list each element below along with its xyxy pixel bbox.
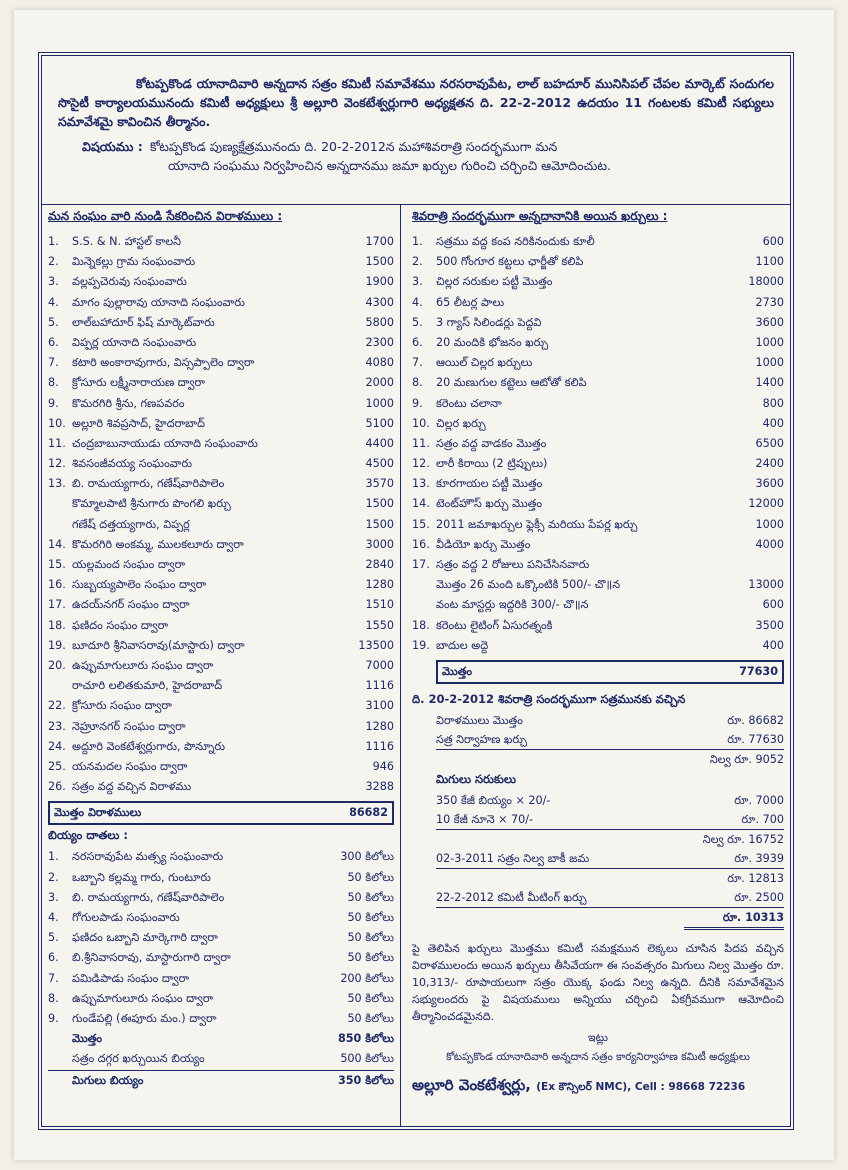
- subject-label: విషయము :: [82, 139, 143, 154]
- expense-number: 10.: [412, 416, 430, 430]
- summary-meeting-value: రూ. 2500: [734, 891, 784, 905]
- donation-text: ఫణిదం సంఘం ద్వారా: [72, 618, 169, 632]
- expense-amount: 1100: [755, 255, 784, 269]
- rice-number: 4.: [48, 911, 59, 924]
- summary-income-value: రూ. 86682: [727, 714, 784, 728]
- expenses-list: [412, 232, 784, 656]
- expense-row: [412, 353, 784, 373]
- donation-row: [48, 373, 394, 393]
- expense-amount: 3500: [755, 618, 784, 632]
- rice-amount: 50 కిలోలు: [347, 1011, 394, 1025]
- donations-title: మన సంఘం వారి నుండి సేకరించిన విరాళములు :: [48, 209, 283, 223]
- donation-text: విప్పర్ల యానాది సంఘంవారు: [72, 335, 197, 349]
- expenses-title: శివరాత్రి సందర్భముగా అన్నదానానికి అయిన ఖర్చులు :: [412, 209, 668, 223]
- rice-row: [48, 1009, 394, 1029]
- donation-row: [48, 414, 394, 434]
- rice-row: [48, 868, 394, 888]
- donation-amount: 1500: [365, 517, 394, 531]
- expense-text: ఆయిల్ చిల్లర ఖర్చులు: [436, 356, 533, 370]
- summary-income-label: విరాళములు మొత్తం: [436, 714, 523, 728]
- donation-number: 12.: [48, 457, 66, 471]
- donation-text: శివసంజీవయ్య సంఘంవారు: [72, 457, 192, 471]
- rice-amount: 50 కిలోలు: [347, 951, 394, 965]
- rice-balance-row: [48, 1070, 394, 1091]
- rice-row: [48, 969, 394, 989]
- rice-number: 8.: [48, 991, 59, 1005]
- expense-number: 16.: [412, 537, 430, 551]
- expense-text: 20 మణుగుల కట్టెలు ఆటోతో కలిపి: [436, 376, 587, 390]
- rice-text: గుండేపల్లి (ఈపూరు మం.) ద్వారా: [72, 1011, 217, 1025]
- resolution-header: కోటప్పకొండ యానాదివారి అన్నదాన సత్రం కమిటీ సమావేశము నరసరావుపేట, లాల్ బహదూర్ మునిసిపల్ చేపల మార్కెట్ సందుగల సొసైటీ కార్యాలయమునందు కమిటీ అధ్యక్షులు శ్రీ అల్లూరి వెంకటేశ్వర్లుగారి అధ్యక్షతన ది. 22-2-2012 ఉదయం 11 గంటలకు కమిటీ సభ్యులు సమావేశమై కావించిన తీర్మానం.: [58, 76, 774, 129]
- rice-total-value: 850 కిలోలు: [337, 1032, 394, 1046]
- expense-text: 65 లీటర్ల పాలు: [436, 295, 505, 309]
- document-sheet: [14, 10, 834, 1160]
- donations-total-label: మొత్తం విరాళములు: [54, 806, 142, 820]
- donation-amount: 1500: [365, 255, 394, 269]
- donation-amount: 946: [372, 759, 394, 773]
- donation-row: [48, 494, 394, 514]
- expense-text: బాదుల అద్దె: [436, 638, 489, 652]
- donation-text: గణేష్ దత్తయ్యగారు, విప్పర్ల: [72, 517, 190, 531]
- rice-row: [48, 989, 394, 1009]
- donation-amount: 3288: [365, 780, 394, 794]
- expense-number: 1.: [412, 235, 423, 248]
- expense-text: వీడియో ఖర్చు మొత్తం: [436, 537, 531, 551]
- donation-amount: 2840: [365, 558, 394, 571]
- leftover-text: 10 కేజీ నూనె × 70/-: [436, 813, 534, 827]
- expenses-total-value: 77630: [739, 664, 778, 678]
- donation-number: 20.: [48, 658, 66, 672]
- donation-amount: 3000: [365, 537, 394, 551]
- summary-net-row: [436, 750, 784, 769]
- donation-amount: 13500: [358, 638, 394, 652]
- left-column: [48, 205, 394, 1091]
- donation-number: 3.: [48, 275, 59, 289]
- expense-row: [412, 293, 784, 313]
- donations-total-value: 86682: [349, 806, 388, 820]
- expense-number: 8.: [412, 376, 423, 390]
- document-frame: [38, 52, 794, 1130]
- summary-after-prev-row: [436, 869, 784, 888]
- leftover-amount: రూ. 7000: [734, 794, 784, 808]
- expense-row: [412, 434, 784, 454]
- donation-text: యల్లమంద సంఘం ద్వారా: [72, 558, 186, 571]
- donation-row: [48, 394, 394, 414]
- donation-number: 1.: [48, 235, 59, 248]
- donation-number: 18.: [48, 618, 66, 632]
- summary-expense-label: సత్ర నిర్వాహణ ఖర్చు: [436, 733, 527, 747]
- expense-row: [412, 373, 784, 393]
- expense-row: [412, 394, 784, 414]
- expense-row: [412, 333, 784, 353]
- expense-number: 13.: [412, 477, 430, 491]
- expense-text: 20 మందికి భోజనం ఖర్చు: [436, 335, 549, 349]
- donation-text: లాల్‌బహాదూర్ ఫిష్ మార్కెట్‌వారు: [72, 315, 215, 329]
- donation-text: మాగం పుల్లారావు యానాది సంఘంవారు: [72, 295, 245, 309]
- donation-text: బూదూరి శ్రీనివాసరావు(మాస్టారు) ద్వారా: [72, 638, 245, 652]
- donation-row: [48, 333, 394, 353]
- rice-text: ఫణిదం ఒబ్బాని మార్కెగారి ద్వారా: [72, 931, 218, 945]
- signature-name: అల్లూరి వెంకటేశ్వర్లు,: [412, 1076, 531, 1095]
- summary-final-value: రూ. 10313: [684, 908, 784, 930]
- donation-row: [48, 696, 394, 716]
- rice-row: [48, 948, 394, 968]
- donation-number: 26.: [48, 780, 66, 794]
- two-column-area: [42, 204, 790, 1126]
- donation-number: 22.: [48, 699, 66, 713]
- donation-amount: 1280: [365, 578, 394, 592]
- donation-amount: 5100: [365, 416, 394, 430]
- summary-prev-value: రూ. 3939: [734, 852, 784, 866]
- summary-meeting-label: 22-2-2012 కమిటీ మీటింగ్ ఖర్చు: [436, 891, 587, 905]
- rice-used-value: 500 కిలోలు: [340, 1052, 394, 1066]
- donation-number: 11.: [48, 436, 66, 450]
- donation-row: [48, 313, 394, 333]
- rice-amount: 50 కిలోలు: [347, 890, 394, 904]
- subject-line-1: కోటప్పకొండ పుణ్యక్షేత్రమునందు ది. 20-2-2012న మహాశివరాత్రి సందర్భముగా మన: [150, 139, 558, 154]
- expense-row: [412, 595, 784, 615]
- expense-text: సత్రం వద్ద వాడకం మొత్తం: [436, 436, 547, 450]
- donation-row: [48, 474, 394, 494]
- donation-amount: 4300: [365, 295, 394, 309]
- donation-text: చంద్రబాబునాయుడు యానాది సంఘంవారు: [72, 436, 258, 450]
- summary-final-row: [436, 908, 784, 930]
- expense-row: [412, 515, 784, 535]
- donation-number: 7.: [48, 356, 59, 370]
- expense-number: 12.: [412, 457, 430, 471]
- donation-amount: 1116: [365, 679, 394, 693]
- rice-amount: 50 కిలోలు: [347, 991, 394, 1005]
- expense-text: 500 గోంగూర కట్టలు ఛార్జీతో కలిపి: [436, 255, 584, 269]
- rice-total-row: [48, 1029, 394, 1049]
- donation-amount: 4400: [365, 436, 394, 450]
- expense-text: 2011 జమాఖర్చుల ఫ్లెక్సీ మరియు పేపర్ల ఖర్చు: [436, 517, 638, 531]
- expense-text: లారీ కిరాయి (2 ట్రిప్పులు): [436, 457, 548, 471]
- donation-text: క్రోసూరు లక్ష్మీనారాయణ ద్వారా: [72, 376, 206, 390]
- rice-amount: 50 కిలోలు: [347, 911, 394, 924]
- rice-text: బి. రామయ్యగారు, గణేష్‌వారిపాలెం: [72, 890, 225, 904]
- rice-text: ఉప్పుమాగులూరు సంఘం ద్వారా: [72, 991, 214, 1005]
- expense-row: [412, 636, 784, 656]
- expense-text: సత్రము వద్ద కంప నరికినందుకు కూలీ: [436, 235, 595, 248]
- expense-text: మొత్తం 26 మంది ఒక్కొంటికి 500/- చొ॥న: [436, 578, 621, 592]
- donation-amount: 7000: [365, 658, 394, 672]
- expense-row: [412, 616, 784, 636]
- donation-row: [48, 575, 394, 595]
- summary-title: ది. 20-2-2012 శివరాత్రి సందర్భముగా సత్రమునకు వచ్చిన: [412, 692, 686, 707]
- resolution-note: పై తెలిపిన ఖర్చులు మొత్తము కమిటీ సమక్షమున లెక్కలు చూసిన పిదప వచ్చిన విరాళములందు అయిన ఖర్చులు తీసివేయగా ఈ సంవత్సరం మిగులు నిల్వ మొత్తం రూ. 10,313/- రూపాయలుగా సత్రం యొక్క ఫండు నిల్వ ఉన్నది. దీనికి సమావేశమైన సభ్యులందరు పై విషయములు అన్నియు చర్చించి ఏకగ్రీవముగా ఆమోదించి తీర్మానించడమైనది.: [412, 942, 784, 1024]
- expense-text: టెంట్‌హౌస్ ఖర్చు మొత్తం: [436, 497, 543, 511]
- donation-amount: 4080: [365, 356, 394, 370]
- subject-line-2: యానాది సంఘము నిర్వహించిన అన్నదానము జమా ఖర్చుల గురించి చర్చించి ఆమోదించుట.: [168, 158, 611, 173]
- donation-row: [48, 717, 394, 737]
- expense-number: 2.: [412, 255, 423, 269]
- summary-meeting-row: [436, 888, 784, 908]
- donation-number: 25.: [48, 759, 66, 773]
- leftover-text: 350 కేజీ బియ్యం × 20/-: [436, 794, 551, 808]
- signature-line: [412, 1076, 784, 1098]
- rice-text: ఒబ్బాని కల్లమ్మ గారు, గుంటూరు: [72, 870, 211, 884]
- donation-text: సుబ్బయ్యపాలెం సంఘం ద్వారా: [72, 578, 207, 592]
- expense-row: [412, 252, 784, 272]
- donation-amount: 1280: [365, 719, 394, 733]
- donation-text: యనమదల సంఘం ద్వారా: [72, 759, 188, 773]
- expense-row: [412, 474, 784, 494]
- donation-text: కొమరగిరి అంకమ్మ, ములకలూరు ద్వారా: [72, 537, 244, 551]
- expense-row: [412, 494, 784, 514]
- expense-number: 3.: [412, 275, 423, 289]
- donation-number: 19.: [48, 638, 66, 652]
- donation-row: [48, 757, 394, 777]
- donation-text: కటారి అంకారావుగారు, విస్సప్పాలెం ద్వారా: [72, 356, 255, 370]
- expense-number: 11.: [412, 436, 430, 450]
- expense-amount: 3600: [755, 477, 784, 491]
- rice-used-label: సత్రం దగ్గర ఖర్చుయిన బియ్యం: [72, 1052, 205, 1066]
- expense-number: 19.: [412, 638, 430, 652]
- expense-amount: 1400: [755, 376, 784, 390]
- leftover-row: [436, 810, 784, 830]
- expense-amount: 600: [762, 598, 784, 612]
- donation-row: [48, 535, 394, 555]
- leftover-row: [436, 791, 784, 810]
- summary-net2-value: నిల్వ రూ. 16752: [702, 833, 784, 847]
- donation-text: రాచూరి లలితకుమారి, హైదరాబాద్: [72, 679, 223, 693]
- expense-text: కరెంటు చలానా: [436, 396, 502, 410]
- expense-text: కూరగాయల పట్టీ మొత్తం: [436, 477, 543, 491]
- expense-number: 7.: [412, 356, 423, 370]
- rice-number: 6.: [48, 951, 59, 965]
- signature-info: (Ex కౌన్సిలర్ NMC), Cell : 98668 72236: [536, 1081, 746, 1094]
- donation-text: క్రోసూరు సంఘం ద్వారా: [72, 699, 172, 713]
- donation-text: ఉదయ్‌నగర్ సంఘం ద్వారా: [72, 598, 190, 612]
- rice-number: 9.: [48, 1011, 59, 1025]
- leftover-title: మిగులు సరుకులు: [436, 772, 516, 787]
- donation-row: [48, 272, 394, 292]
- expense-amount: 6500: [755, 436, 784, 450]
- donation-text: మిన్నెకల్లు గ్రామ సంఘంవారు: [72, 255, 196, 269]
- donation-text: అద్దూరి వెంకటేశ్వర్లుగారు, పొన్నూరు: [72, 739, 226, 753]
- expense-text: చిల్లర ఖర్చు: [436, 416, 486, 430]
- expense-row: [412, 272, 784, 292]
- subject-block: [42, 137, 790, 183]
- donation-row: [48, 616, 394, 636]
- summary-prev-row: [436, 849, 784, 869]
- leftover-amount: రూ. 700: [741, 813, 784, 827]
- donations-total-row: [48, 801, 394, 825]
- donation-row: [48, 353, 394, 373]
- right-column: [412, 205, 784, 1098]
- expense-number: 9.: [412, 396, 423, 410]
- summary-expense-row: [436, 730, 784, 750]
- donation-amount: 2000: [365, 376, 394, 390]
- donation-row: [48, 656, 394, 676]
- rice-text: బి.శ్రీనివాసరావు, మాస్టారుగారి ద్వారా: [72, 951, 231, 965]
- rice-amount: 300 కిలోలు: [340, 850, 394, 864]
- donation-amount: 1510: [365, 598, 394, 612]
- donation-amount: 1116: [365, 739, 394, 753]
- expense-text: సత్రం వద్ద 2 రోజులు పనిచేసినవారు: [436, 558, 590, 571]
- rice-title: బియ్యం దాతలు :: [48, 828, 129, 843]
- rice-text: నరసరావుపేట మత్స్య సంఘంవారు: [72, 850, 224, 864]
- donation-number: 17.: [48, 598, 66, 612]
- donation-amount: 5800: [365, 315, 394, 329]
- donation-number: 13.: [48, 477, 66, 491]
- rice-row: [48, 928, 394, 948]
- summary-expense-value: రూ. 77630: [727, 733, 784, 747]
- expense-row: [412, 414, 784, 434]
- expense-amount: 18000: [748, 275, 784, 289]
- expense-row: [412, 454, 784, 474]
- expense-amount: 1000: [755, 356, 784, 370]
- donation-text: సత్రం వద్ద వచ్చిన విరాళము: [72, 780, 192, 794]
- expense-number: 4.: [412, 295, 423, 309]
- rice-row: [48, 847, 394, 867]
- donation-amount: 3570: [365, 477, 394, 491]
- donation-text: అల్లూరి శివప్రసాద్, హైదరాబాద్: [72, 416, 205, 430]
- expense-row: [412, 555, 784, 575]
- expense-amount: 400: [762, 638, 784, 652]
- donation-number: 24.: [48, 739, 66, 753]
- donation-row: [48, 454, 394, 474]
- donation-number: 14.: [48, 537, 66, 551]
- expense-row: [412, 232, 784, 252]
- expense-row: [412, 535, 784, 555]
- summary-income-row: [436, 711, 784, 730]
- expense-amount: 400: [762, 416, 784, 430]
- rice-balance-label: మిగులు బియ్యం: [72, 1073, 144, 1087]
- summary-net2-row: [436, 830, 784, 849]
- summary-after-prev-value: రూ. 12813: [727, 872, 784, 886]
- donation-number: 6.: [48, 335, 59, 349]
- expense-text: వంట మాస్టర్లు ఇద్దరికి 300/- చొ॥న: [436, 598, 589, 612]
- expense-amount: 12000: [748, 497, 784, 511]
- expense-number: 6.: [412, 335, 423, 349]
- rice-amount: 200 కిలోలు: [340, 971, 394, 985]
- donation-row: [48, 777, 394, 797]
- donation-number: 15.: [48, 558, 66, 571]
- summary-prev-label: 02-3-2011 సత్రం నిల్వ బాకీ జమ: [436, 852, 590, 866]
- donation-amount: 1550: [365, 618, 394, 632]
- rice-number: 2.: [48, 870, 59, 884]
- summary-net-value: నిల్వ రూ. 9052: [709, 753, 784, 767]
- expense-number: 18.: [412, 618, 430, 632]
- expense-number: 5.: [412, 315, 423, 329]
- expense-amount: 4000: [755, 537, 784, 551]
- donation-number: 23.: [48, 719, 66, 733]
- donation-text: కొమరగిరి శ్రీను, గణపవరం: [72, 396, 185, 410]
- rice-number: 7.: [48, 971, 59, 985]
- footer-role: కోటప్పకొండ యానాదివారి అన్నదాన సత్రం కార్యనిర్వాహణ కమిటీ అధ్యక్షులు: [446, 1051, 750, 1064]
- donation-number: 5.: [48, 315, 59, 329]
- expense-number: 17.: [412, 558, 430, 571]
- donation-row: [48, 252, 394, 272]
- column-divider: [400, 205, 401, 1126]
- donation-amount: 2300: [365, 335, 394, 349]
- summary-block: [412, 711, 784, 930]
- donation-text: ఉప్పుమాగులూరు సంఘం ద్వారా: [72, 658, 214, 672]
- rice-row: [48, 888, 394, 908]
- expenses-total-label: మొత్తం: [442, 664, 473, 678]
- donation-text: వల్లప్పచెరువు సంఘంవారు: [72, 275, 187, 289]
- donation-row: [48, 232, 394, 252]
- donation-number: 16.: [48, 578, 66, 592]
- donation-row: [48, 636, 394, 656]
- expense-row: [412, 575, 784, 595]
- expense-text: 3 గ్యాస్ సిలిండర్లు పెద్దవి: [436, 315, 542, 329]
- donation-row: [48, 555, 394, 575]
- expense-amount: 3600: [755, 315, 784, 329]
- expense-amount: 800: [762, 396, 784, 410]
- donation-text: కొమ్మాలపాటి శ్రీనుగారు పొంగలి ఖర్చు: [72, 497, 231, 511]
- donation-number: 10.: [48, 416, 66, 430]
- rice-number: 5.: [48, 931, 59, 945]
- expense-text: చిల్లర సరుకుల పట్టీ మొత్తం: [436, 275, 553, 289]
- donation-number: 4.: [48, 295, 59, 309]
- expense-amount: 13000: [748, 578, 784, 592]
- donation-amount: 1900: [365, 275, 394, 289]
- rice-list: [48, 847, 394, 1029]
- expenses-total-row: [436, 660, 784, 684]
- expense-amount: 600: [762, 235, 784, 248]
- donation-text: S.S. & N. హాస్టల్ కాలనీ: [72, 235, 182, 248]
- donation-amount: 3100: [365, 699, 394, 713]
- donation-amount: 1700: [365, 235, 394, 248]
- expense-text: కరెంటు లైటింగ్ ఏసురత్నంకి: [436, 618, 553, 632]
- donation-row: [48, 515, 394, 535]
- expense-amount: 2400: [755, 457, 784, 471]
- expense-amount: 1000: [755, 517, 784, 531]
- donation-amount: 1000: [365, 396, 394, 410]
- donation-number: 9.: [48, 396, 59, 410]
- rice-used-row: [48, 1049, 394, 1069]
- donation-row: [48, 434, 394, 454]
- rice-number: 1.: [48, 850, 59, 864]
- donation-row: [48, 293, 394, 313]
- donations-list: [48, 232, 394, 797]
- donation-amount: 4500: [365, 457, 394, 471]
- leftover-list: [436, 791, 784, 830]
- closing-itlu: ఇట్లు: [588, 1031, 608, 1045]
- donation-number: 2.: [48, 255, 59, 269]
- expense-row: [412, 313, 784, 333]
- rice-amount: 50 కిలోలు: [347, 931, 394, 945]
- donation-row: [48, 737, 394, 757]
- rice-amount: 50 కిలోలు: [347, 870, 394, 884]
- donation-amount: 1500: [365, 497, 394, 511]
- expense-number: 14.: [412, 497, 430, 511]
- rice-balance-value: 350 కిలోలు: [337, 1073, 394, 1087]
- expense-amount: 1000: [755, 335, 784, 349]
- rice-row: [48, 908, 394, 928]
- expense-amount: 2730: [755, 295, 784, 309]
- donation-row: [48, 595, 394, 615]
- rice-text: పమిడిపాడు సంఘం ద్వారా: [72, 971, 190, 985]
- donation-text: బి. రామయ్యగారు, గణేష్‌వారిపాలెం: [72, 477, 225, 491]
- expense-number: 15.: [412, 517, 430, 531]
- donation-row: [48, 676, 394, 696]
- rice-total-label: మొత్తం: [72, 1032, 103, 1046]
- donation-text: నెహ్రూనగర్ సంఘం ద్వారా: [72, 719, 186, 733]
- rice-number: 3.: [48, 890, 59, 904]
- rice-text: గోగులపాడు సంఘంవారు: [72, 911, 180, 924]
- donation-number: 8.: [48, 376, 59, 390]
